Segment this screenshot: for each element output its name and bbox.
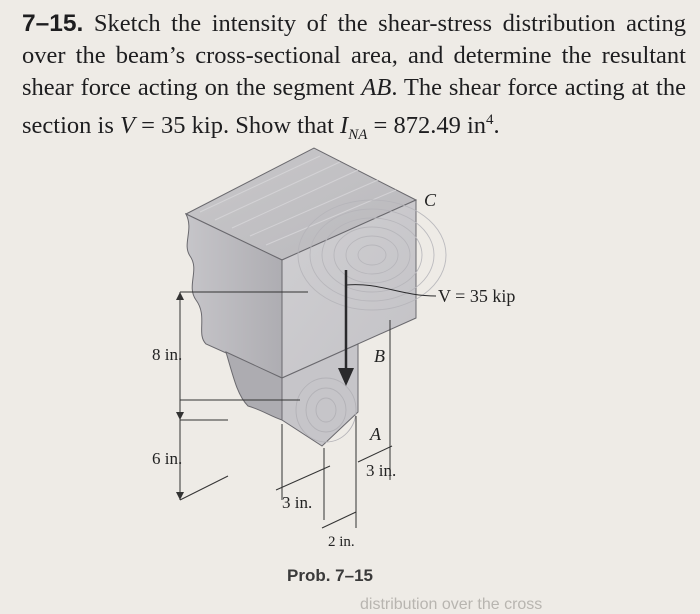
dim-3in-right: 3 in. xyxy=(366,461,397,480)
inertia-symbol: I xyxy=(340,112,349,140)
label-v: V = 35 kip xyxy=(438,286,516,306)
problem-end: . xyxy=(493,112,500,140)
figure-caption: Prob. 7–15 xyxy=(287,566,373,585)
segment-label: AB xyxy=(361,74,392,101)
dim-2in: 2 in. xyxy=(328,534,355,550)
label-c: C xyxy=(424,190,437,210)
inertia-exponent: 4 xyxy=(486,112,494,128)
problem-text-part2: . The shear force acting at the section is xyxy=(22,74,686,140)
label-b: B xyxy=(374,346,385,366)
dim-8in: 8 in. xyxy=(152,345,183,364)
shear-symbol: V xyxy=(120,112,135,140)
label-a: A xyxy=(370,424,381,444)
shear-value: = 35 kip. Show that xyxy=(134,112,341,140)
dim-3in-left: 3 in. xyxy=(282,493,313,512)
inertia-subscript: NA xyxy=(348,127,368,144)
inertia-value: = 872.49 in xyxy=(367,112,486,140)
bottom-partial-text: distribution over the cross xyxy=(360,596,543,613)
problem-number: 7–15. xyxy=(22,10,84,37)
dim-6in: 6 in. xyxy=(152,449,183,468)
problem-text-part1: Sketch the intensity of the shear-stress distribution acting over the beam’s cross-sectional area, and determine the resultant shear force acting on the segment xyxy=(22,10,687,101)
